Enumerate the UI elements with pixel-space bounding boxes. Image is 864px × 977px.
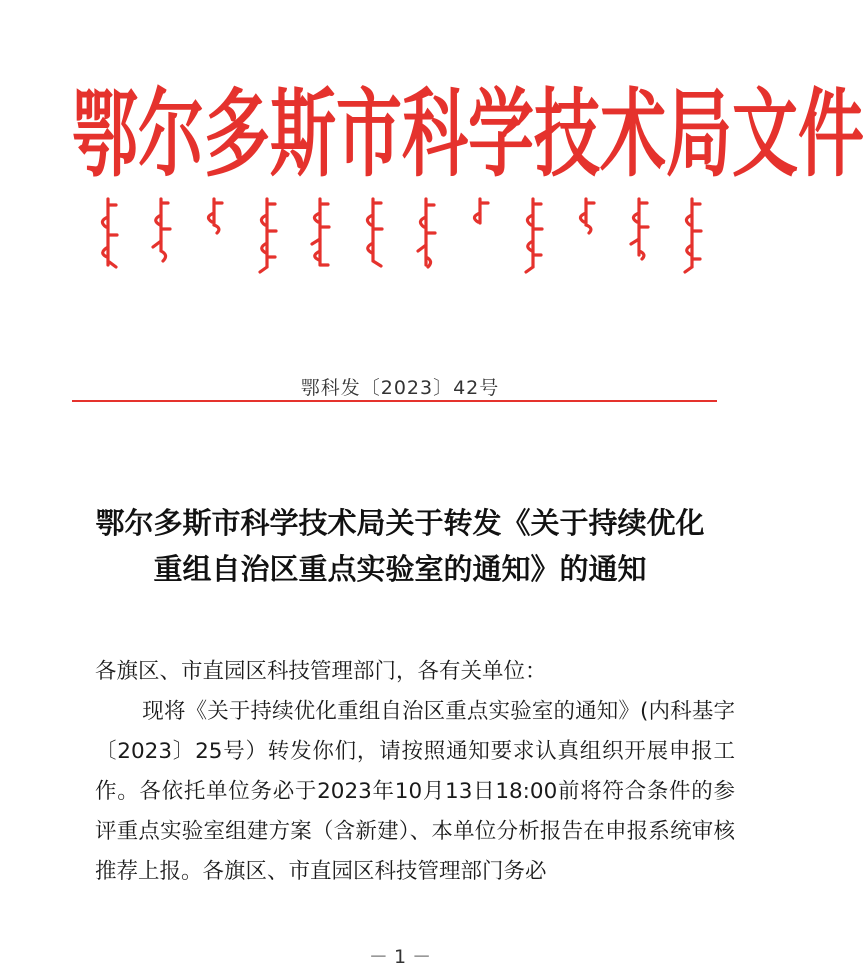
mongolian-word-glyph bbox=[462, 195, 498, 275]
notice-body bbox=[95, 652, 735, 892]
page-number: － 1 － bbox=[368, 946, 432, 968]
mongolian-word-glyph bbox=[674, 195, 710, 275]
notice-title-line-1: 鄂尔多斯市科学技术局关于转发《关于持续优化 bbox=[95, 506, 705, 540]
mongolian-word-glyph bbox=[408, 195, 444, 275]
header-title-char: 技 bbox=[534, 78, 600, 191]
mongolian-word-glyph bbox=[515, 195, 551, 275]
document-number: 鄂科发〔2023〕42号 bbox=[300, 377, 500, 399]
header-title-char: 尔 bbox=[138, 78, 204, 191]
mongolian-word-glyph bbox=[196, 195, 232, 275]
header-title-char: 市 bbox=[336, 78, 402, 191]
header-title-char: 科 bbox=[402, 78, 468, 191]
mongolian-script-header bbox=[90, 195, 710, 275]
header-title-char: 局 bbox=[666, 78, 732, 191]
salutation: 各旗区、市直园区科技管理部门，各有关单位： bbox=[95, 659, 547, 684]
mongolian-word-glyph bbox=[355, 195, 391, 275]
mongolian-word-glyph bbox=[621, 195, 657, 275]
mongolian-word-glyph bbox=[90, 195, 126, 275]
mongolian-word-glyph bbox=[249, 195, 285, 275]
header-title-char: 鄂 bbox=[72, 78, 138, 191]
body-paragraph: 现将《关于持续优化重组自治区重点实验室的通知》(内科基字〔2023〕25号）转发你们，请按照通知要求认真组织开展申报工作。各依托单位务必于2023年10月13日18:00前将符合条件的参评重点实验室组建方案（含新建）、本单位分析报告在申报系统审核推荐上报。各旗区、市直园区科技管理部门务必 bbox=[95, 699, 735, 884]
mongolian-word-glyph bbox=[568, 195, 604, 275]
header-title-char: 术 bbox=[600, 78, 666, 191]
notice-title bbox=[70, 500, 730, 592]
mongolian-word-glyph bbox=[302, 195, 338, 275]
header-title-char: 文 bbox=[732, 78, 798, 191]
document-header-title bbox=[72, 78, 864, 191]
red-divider-line bbox=[72, 400, 717, 402]
notice-title-line-2: 重组自治区重点实验室的通知》的通知 bbox=[153, 552, 647, 586]
header-title-char: 斯 bbox=[270, 78, 336, 191]
header-title-char: 学 bbox=[468, 78, 534, 191]
header-title-char: 件 bbox=[798, 78, 864, 191]
mongolian-word-glyph bbox=[143, 195, 179, 275]
header-title-char: 多 bbox=[204, 78, 270, 191]
